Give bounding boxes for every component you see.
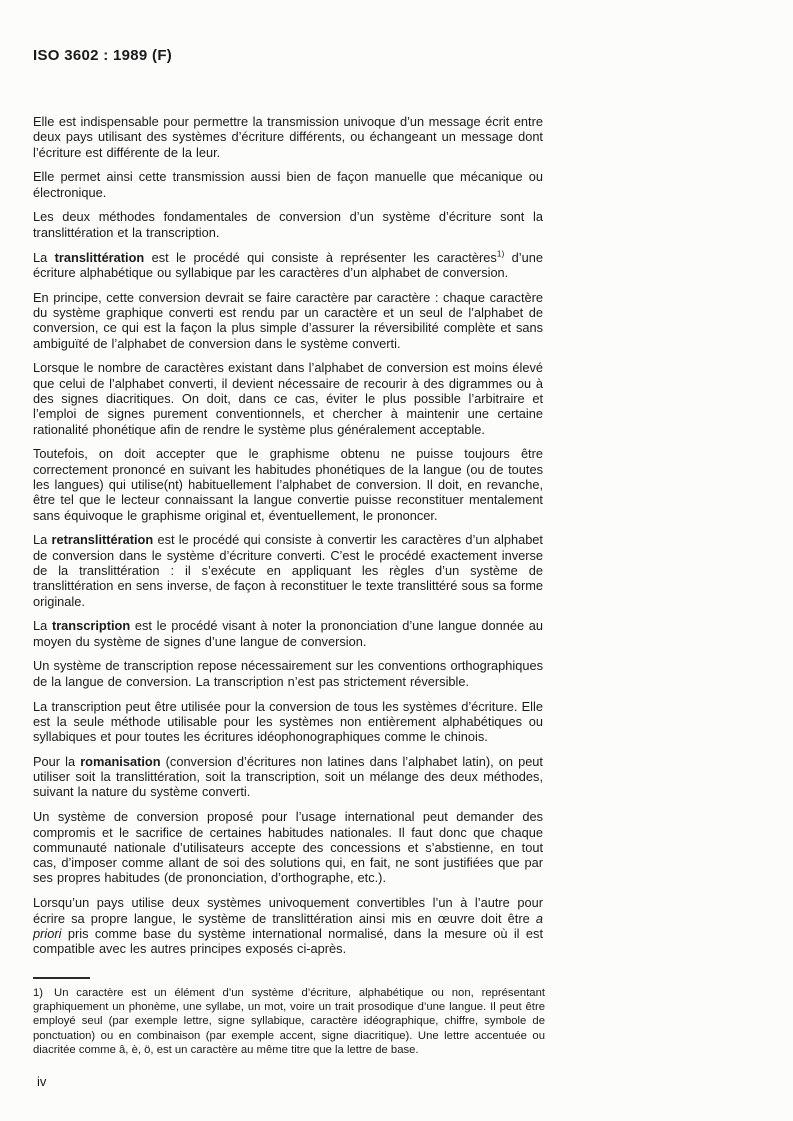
text-segment: Lorsqu’un pays utilise deux systèmes univoquement convertibles l’un à l’autre pour écrire sa propre langue, le système de translittération ainsi mis en œuvre doit être xyxy=(33,895,543,926)
page-number: iv xyxy=(37,1074,47,1089)
text-segment: a priori xyxy=(33,910,543,941)
text-segment: En principe, cette conversion devrait se faire caractère par caractère : chaque caractère du système graphique converti est rendu par un caractère et un seul de l’alphabet de conversion, ce qui est la façon la plus simple d’assurer la réversibilité complète et sans ambiguïté de l’alphabet de conversion dans le système converti. xyxy=(33,289,543,351)
text-segment: La xyxy=(33,618,52,634)
text-segment: Un système de transcription repose nécessairement sur les conventions orthographiques de la langue de conversion. La transcription n’est pas strictement réversible. xyxy=(33,658,543,689)
paragraph xyxy=(33,895,543,956)
paragraph xyxy=(33,754,543,800)
paragraph xyxy=(33,618,543,649)
paragraph xyxy=(33,446,543,522)
paragraph xyxy=(33,658,543,689)
paragraph xyxy=(33,699,543,745)
paragraph xyxy=(33,532,543,608)
paragraph xyxy=(33,290,543,351)
text-segment: La transcription peut être utilisée pour la conversion de tous les systèmes d’écriture. Elle est la seule méthode utilisable pour les systèmes non entièrement alphabétiques ou syllabiques et pour toutes les écritures idéophonographiques comme le chinois. xyxy=(33,698,543,745)
text-segment: (conversion d’écritures non latines dans l’alphabet latin), on peut utiliser soit la translittération, soit la transcription, soit un mélange des deux méthodes, suivant la nature du système converti. xyxy=(33,753,543,800)
text-segment: romanisation xyxy=(80,753,161,769)
paragraph xyxy=(33,209,543,240)
paragraph xyxy=(33,360,543,436)
text-segment: est le procédé qui consiste à représenter les caractères xyxy=(144,249,497,265)
text-segment: retranslittération xyxy=(51,532,154,548)
text-segment: Elle permet ainsi cette transmission aussi bien de façon manuelle que mécanique ou électronique. xyxy=(33,169,543,200)
text-segment: Les deux méthodes fondamentales de conversion d’un système d’écriture sont la translittération et la transcription. xyxy=(33,209,543,240)
document-reference-title: ISO 3602 : 1989 (F) xyxy=(33,47,173,64)
text-segment: d’une écriture alphabétique ou syllabique par les caractères d’un alphabet de conversion. xyxy=(33,249,543,280)
footnote-marker: 1) xyxy=(33,987,44,999)
paragraph xyxy=(33,250,543,281)
text-segment: Toutefois, on doit accepter que le graphisme obtenu ne puisse toujours être correctement prononcé en suivant les habitudes phonétiques de la langue (ou de toutes les langues) qui utilise(nt) habituellement l’alphabet de conversion. Il doit, en revanche, être tel que le lecteur connaissant la langue convertie puisse reconstituer mentalement sans équivoque le graphisme original et, éventuellement, le prononcer. xyxy=(33,446,543,523)
paragraph xyxy=(33,169,543,200)
footnote xyxy=(33,986,545,1057)
text-segment: La xyxy=(33,249,55,265)
text-segment: est le procédé visant à noter la prononciation d’une langue donnée au moyen du système de signes d’une langue de conversion. xyxy=(33,618,543,649)
text-segment: Elle est indispensable pour permettre la transmission univoque d’un message écrit entre deux pays utilisant des systèmes d’écriture différents, ou échangeant un message dont l’écriture est différente de la leur. xyxy=(33,114,543,160)
document-body xyxy=(33,114,543,956)
text-segment: est le procédé qui consiste à convertir les caractères d’un alphabet de conversion dans le système d’écriture converti. C’est le procédé exactement inverse de la translittération : il s’exécute en appliquant les règles d’un système de translittération en sens inverse, de façon à reconstituer le texte translittéré sous sa forme originale. xyxy=(33,532,543,609)
text-segment: La xyxy=(33,532,52,548)
footnote-separator-rule xyxy=(33,977,90,979)
text-segment: Pour la xyxy=(33,753,81,769)
paragraph xyxy=(33,114,543,160)
text-segment: pris comme base du système international normalisé, dans la mesure où il est compatible avec les autres principes exposés ci-après. xyxy=(33,925,543,957)
text-segment: Lorsque le nombre de caractères existant dans l’alphabet de conversion est moins élevé que celui de l’alphabet converti, il devient nécessaire de recourir à des digrammes ou à des signes diacritiques. On doit, dans ce cas, éviter le plus possible l’arbitraire et l’emploi de signes purement conventionnels, et chercher à maintenir une certaine rationalité phonétique afin de rendre le système plus généralement acceptable. xyxy=(33,360,543,437)
footnote-text: Un caractère est un élément d’un système d’écriture, alphabétique ou non, représentant graphiquement un phonème, une syllabe, un mot, voire un trait prosodique d’une langue. Il peut être employé seul (par exemple lettre, signe syllabique, caractère idéographique, chiffre, symbole de ponctuation) ou en combinaison (par exemple accent, signe diacritique). Une lettre accentuée ou diacritée comme â, è, ö, est un caractère au même titre que la lettre de base. xyxy=(33,987,545,1056)
text-segment: 1) xyxy=(496,248,505,259)
text-segment: translittération xyxy=(54,249,145,265)
text-segment: transcription xyxy=(51,618,131,634)
text-segment: Un système de conversion proposé pour l’usage international peut demander des compromis et le sacrifice de certaines habitudes nationales. Il faut donc que chaque communauté nationale d’utilisateurs accepte des concessions et s’abstienne, en tout cas, d’imposer comme allant de soi des solutions qui, en fait, ne sont justifiées que par ses propres habitudes (de prononciation, d’orthographe, etc.). xyxy=(33,809,543,886)
paragraph xyxy=(33,809,543,885)
